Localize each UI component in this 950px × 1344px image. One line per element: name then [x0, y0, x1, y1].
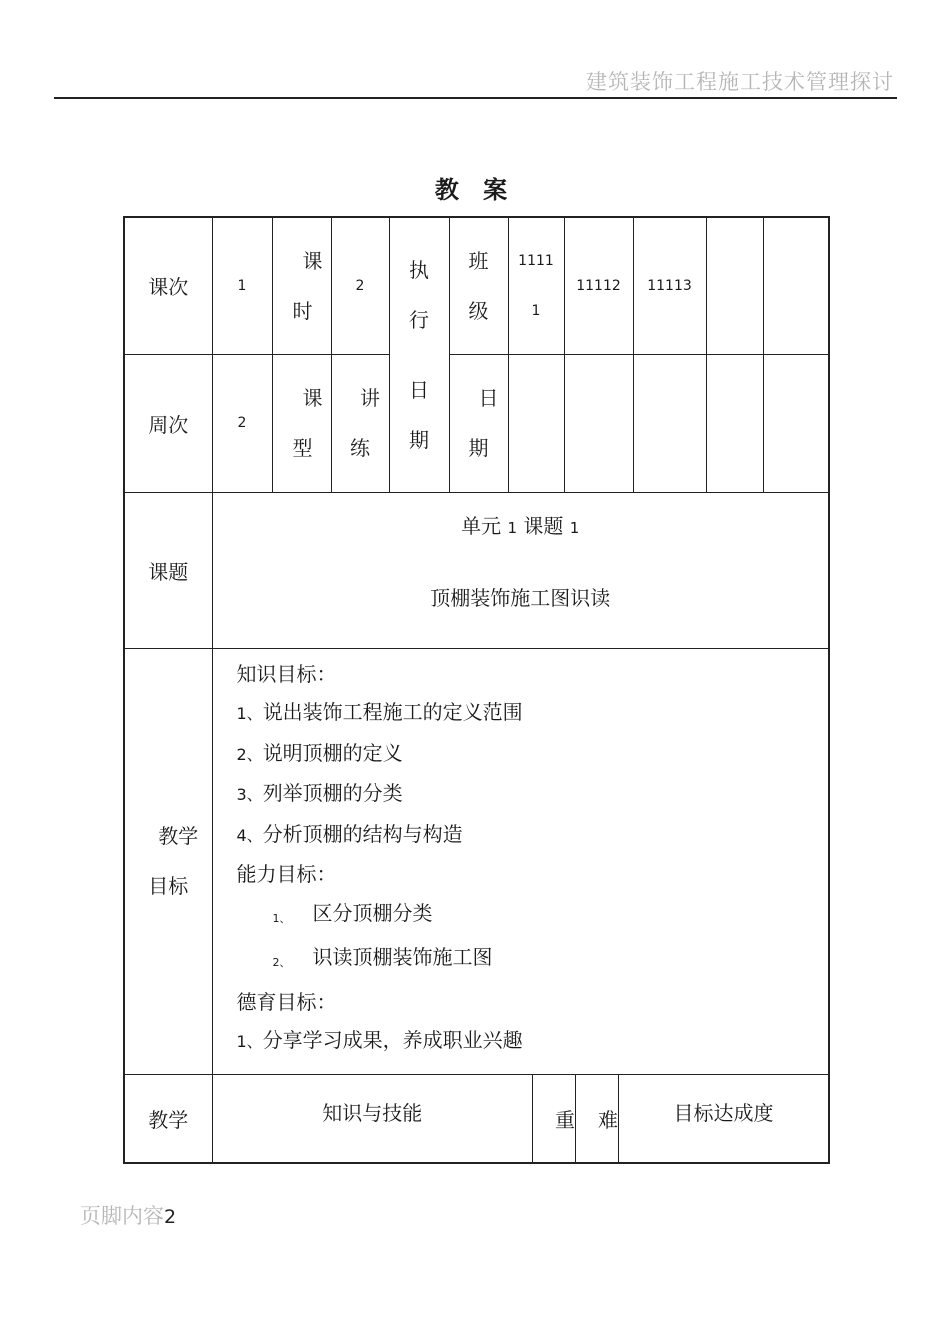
- difficult-points-header: 难: [576, 1075, 619, 1162]
- objective-item: 1、 区分顶棚分类: [272, 900, 433, 925]
- empty-cell: [706, 354, 763, 492]
- topic-unit-text: 单元: [461, 514, 502, 538]
- row-week: [124, 354, 829, 492]
- empty-cell: [763, 354, 829, 492]
- empty-cell: [564, 354, 633, 492]
- class-11113: 11113: [633, 217, 706, 354]
- topic-unit-number: 1: [507, 519, 518, 537]
- hours-value: 2: [331, 217, 389, 354]
- document-title: 教 案: [434, 176, 516, 204]
- teaching-subtable: [213, 1075, 829, 1162]
- hours-label: 课 时: [272, 217, 331, 354]
- type-value: 讲 练: [331, 354, 389, 492]
- ability-title: 能力目标：: [236, 862, 337, 886]
- lesson-value: 1: [212, 217, 272, 354]
- empty-cell: [706, 217, 763, 354]
- footer-text: 页脚内容: [80, 1204, 164, 1228]
- objective-item: 4、分析顶棚的结构与构造: [236, 821, 463, 846]
- topic-lesson-number: 1: [569, 519, 580, 537]
- page-footer: [80, 1200, 176, 1230]
- empty-cell: [763, 217, 829, 354]
- objective-item: 3、列举顶棚的分类: [236, 781, 403, 805]
- row-lesson: [124, 217, 829, 354]
- row-objectives: [124, 648, 829, 1074]
- page-number: 2: [164, 1206, 177, 1228]
- date-label: 日 期: [449, 354, 508, 492]
- topic-lesson-text: 课题: [523, 514, 564, 538]
- header-rule: [54, 97, 897, 99]
- page-header: 建筑装饰工程施工技术管理探讨: [586, 70, 894, 94]
- row-topic: [124, 492, 829, 648]
- class-11111: 1111 1: [508, 217, 564, 354]
- empty-cell: [633, 354, 706, 492]
- row-teaching: [124, 1074, 829, 1163]
- week-value: 2: [212, 354, 272, 492]
- objective-item: 1、分享学习成果，养成职业兴趣: [236, 1028, 523, 1052]
- objective-item: 1、说出装饰工程施工的定义范围: [236, 700, 523, 724]
- lesson-plan-table: [123, 216, 830, 1164]
- teaching-subtable-cell: [212, 1074, 829, 1163]
- achievement-header: 目标达成度: [673, 1100, 774, 1125]
- week-label: 周次: [124, 354, 212, 492]
- topic-label: 课题: [124, 492, 212, 648]
- objective-item: 2、说明顶棚的定义: [236, 740, 403, 765]
- objectives-label: 教学 目标: [124, 648, 212, 1074]
- class-11112: 11112: [564, 217, 633, 354]
- execution-date-label: 执 行 日 期: [389, 217, 449, 492]
- topic-content: [212, 492, 829, 648]
- topic-title: 顶棚装饰施工图识读: [430, 586, 611, 610]
- class-label: 班 级: [449, 217, 508, 354]
- knowledge-skills-header: 知识与技能: [213, 1075, 533, 1162]
- empty-cell: [508, 354, 564, 492]
- key-points-header: 重: [533, 1075, 576, 1162]
- knowledge-title: 知识目标：: [236, 661, 337, 686]
- objectives-content: [212, 648, 829, 1074]
- type-label: 课 型: [272, 354, 331, 492]
- lesson-label: 课次: [124, 217, 212, 354]
- teaching-label: 教学: [124, 1074, 212, 1163]
- objective-item: 2、 识读顶棚装饰施工图: [272, 945, 493, 969]
- moral-title: 德育目标：: [236, 989, 337, 1014]
